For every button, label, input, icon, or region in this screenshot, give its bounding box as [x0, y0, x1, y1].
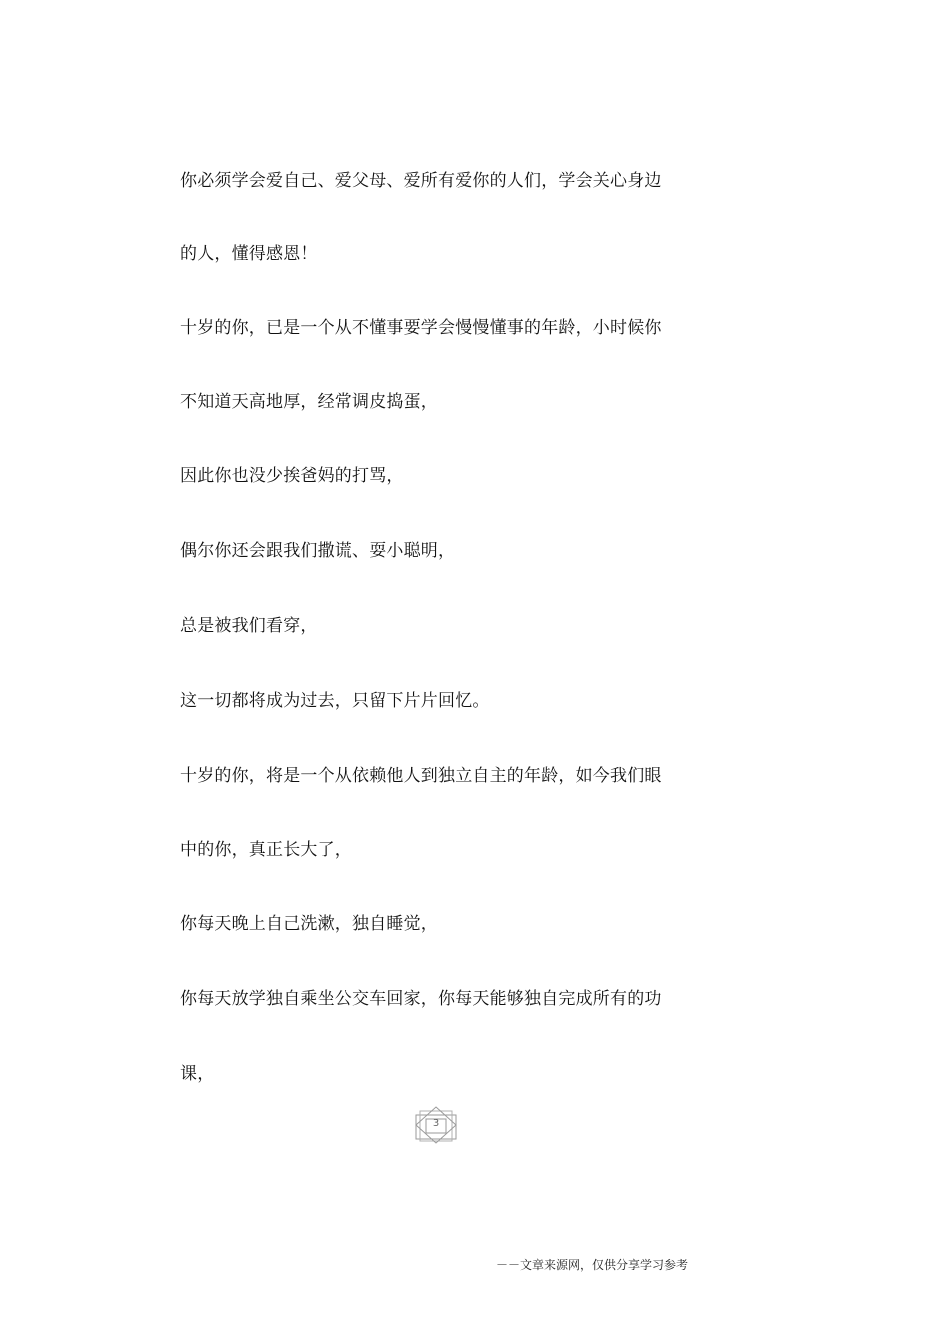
text-line: 你必须学会爱自己、爱父母、爱所有爱你的人们，学会关心身边	[180, 171, 662, 191]
text-line: 你每天晚上自己洗漱，独自睡觉，	[180, 914, 438, 934]
text-line: 因此你也没少挨爸妈的打骂，	[180, 466, 404, 486]
text-line: 你每天放学独自乘坐公交车回家，你每天能够独自完成所有的功	[180, 989, 662, 1009]
text-line: 偶尔你还会跟我们撒谎、耍小聪明，	[180, 541, 456, 561]
page-number-badge	[412, 1105, 460, 1145]
text-line: 十岁的你，已是一个从不懂事要学会慢慢懂事的年龄，小时候你	[180, 318, 662, 338]
page-number: 3	[432, 1118, 440, 1129]
text-line: 十岁的你，将是一个从依赖他人到独立自主的年龄，如今我们眼	[180, 766, 662, 786]
text-line: 的人，懂得感恩！	[180, 244, 318, 264]
footer-note: －－文章来源网，仅供分享学习参考	[496, 1258, 689, 1272]
text-line: 不知道天高地厚，经常调皮捣蛋，	[180, 392, 438, 412]
text-line: 课，	[180, 1064, 215, 1084]
text-line: 这一切都将成为过去，只留下片片回忆。	[180, 691, 490, 711]
text-line: 总是被我们看穿，	[180, 616, 318, 636]
text-line: 中的你，真正长大了，	[180, 840, 352, 860]
